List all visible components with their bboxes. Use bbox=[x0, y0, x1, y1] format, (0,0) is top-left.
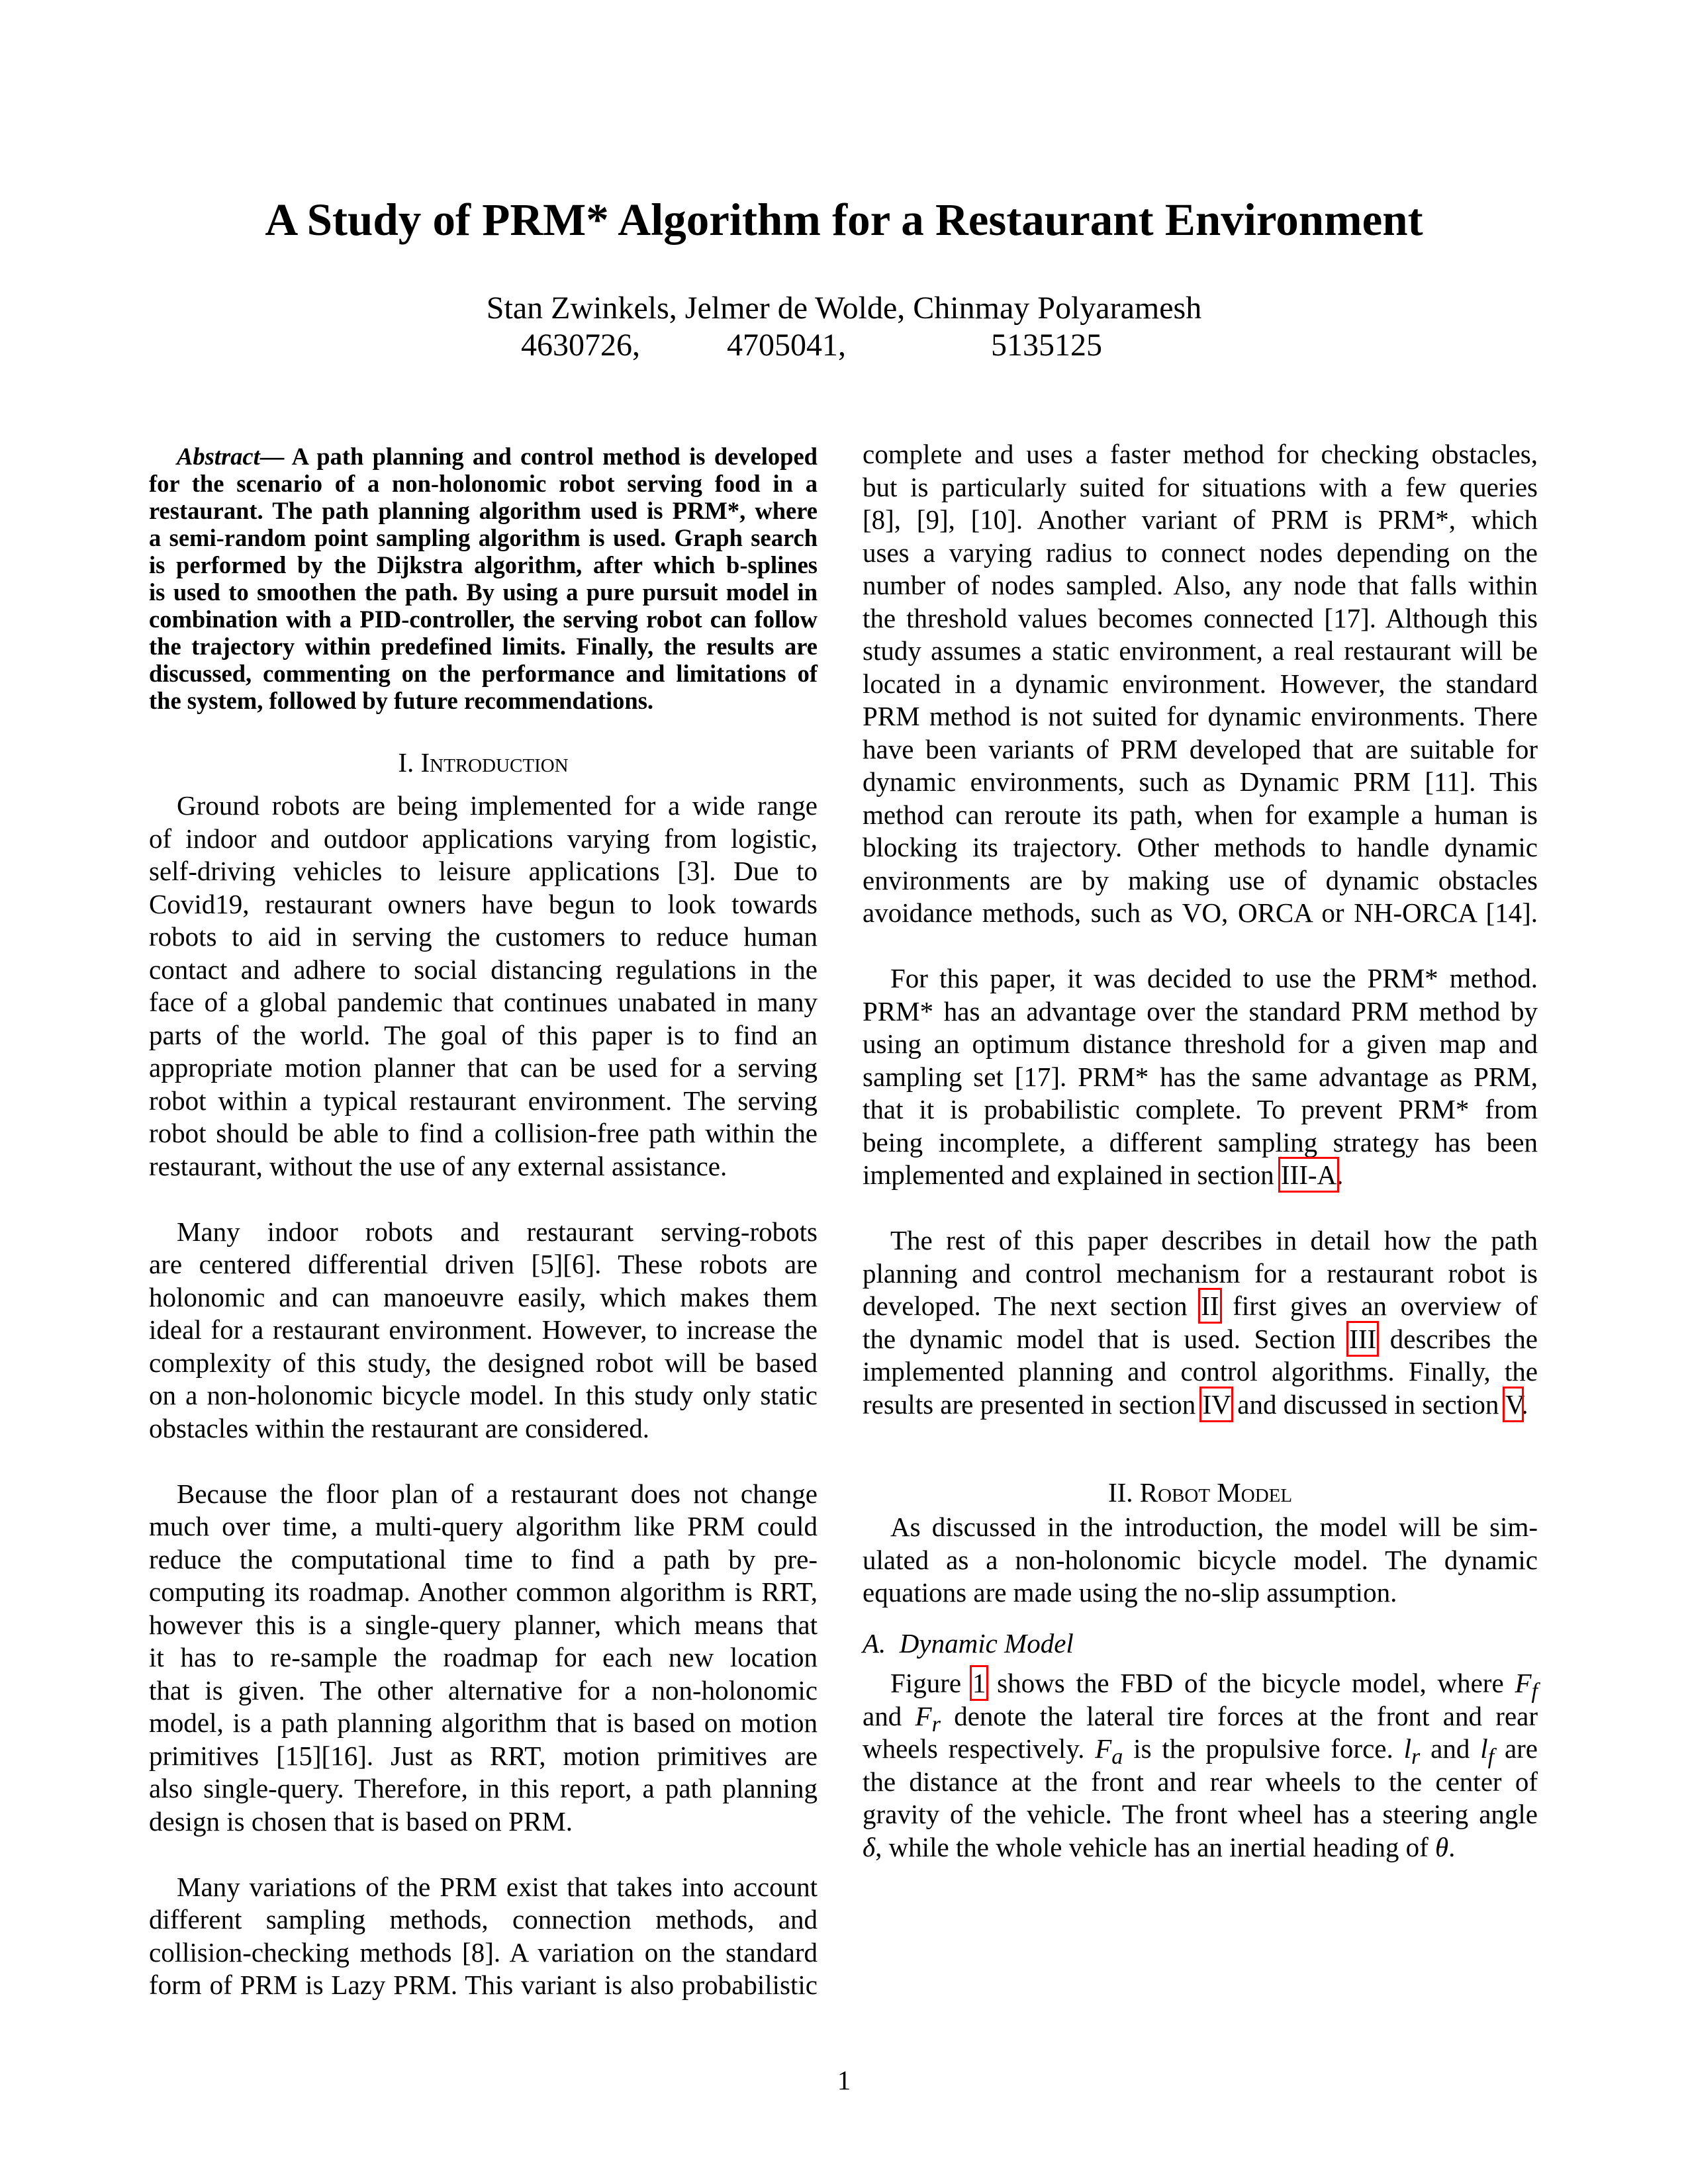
abstract-line: a semi-random point sampling algorithm is used. Graph search bbox=[149, 524, 818, 551]
paper-title: A Study of PRM* Algorithm for a Restaurant Environment bbox=[265, 195, 1423, 245]
student-id: 4630726, bbox=[521, 328, 640, 363]
abstract-line: the system, followed by future recommendations. bbox=[149, 687, 654, 714]
section-link-II[interactable]: II bbox=[1201, 1291, 1219, 1321]
abstract-line: is performed by the Dijkstra algorithm, after which b-splines bbox=[149, 551, 818, 578]
abstract-line: the trajectory within predefined limits. Finally, the results are bbox=[149, 633, 818, 660]
student-id: 4705041, bbox=[727, 328, 846, 363]
subsection-heading-dynamic-model: A. Dynamic Model bbox=[863, 1628, 1074, 1659]
abstract-line: is used to smoothen the path. By using a pure pursuit model in bbox=[149, 578, 818, 606]
section-link-IV[interactable]: IV bbox=[1202, 1389, 1231, 1420]
figure-link-1[interactable]: 1 bbox=[972, 1668, 986, 1698]
abstract-line: Abstract— A path planning and control method is developed bbox=[177, 443, 818, 470]
paper-page: A Study of PRM* Algorithm for a Restaurant Environment Stan Zwinkels, Jelmer de Wolde, Chinmay Polyaramesh 4630726, 4705041, 5135125 Abstract— A path planning and control method is developed for the scenario of a non-holonomic robot serving food in a restaurant. The path planning algorithm used is PRM*, where a semi-random point sampling algorithm is used. Graph search is performed by the Dijkstra algorithm, after which b-splines is used to smoothen the path. By using a pure pursuit model in combination with a PID-controller, the serving robot can follow the trajectory within predefined limits. Finally, the results are discussed, commenting on the performance and limitations of the system, followed by future recommendations. I. Introduction Ground robots are being implemented for a wide range of indoor and outdoor applications varying from logistic, self-driving vehicles to leisure applications [3]. Due to Covid19, restaurant owners have begun to look towards robots to aid in serving the customers to reduce human contact and adhere to social distancing regulations in the face of a global pandemic that continues unabated in many parts of the world. The goal of this paper is to find an appropriate motion planner that can be used for a serving robot within a typical restaurant environment. The serving robot should be able to find a collision-free path within the restaurant, without the use of any external assistance. Many indoor robots and restaurant serving-robots are centered differential driven [5][6]. These robots are holonomic and can manoeuvre easily, which makes them ideal for a restaurant environment. However, to increase the complexity of this study, the designed robot will be based on a non-holonomic bicycle model. In this study only static obstacles within the restaurant are considered. Because the floor plan of a restaurant does not change much over time, a multi-query algorithm like PRM could reduce the computational time to find a path by pre- computing its roadmap. Another common algorithm is RRT, however this is a single-query planner, which means that it has to re-sample the roadmap for each new location that is given. The other alternative for a non-holonomic model, is a path planning algorithm that is based on motion primitives [15][16]. Just as RRT, motion primitives are also single-query. Therefore, in this report, a path planning design is chosen that is based on PRM. Many variations of the PRM exist that takes into account different sampling methods, connection methods, and collision-checking methods [8]. A variation on the standard form of PRM is Lazy PRM. This variant is also probabilistic complete and uses a faster method for checking obstacles, but is particularly suited for situations with a few queries [8], [9], [10]. Another variant of PRM is PRM*, which uses a varying radius to connect nodes depending on the number of nodes sampled. Also, any node that falls within the threshold values becomes connected [17]. Although this study assumes a static environment, a real restaurant will be located in a dynamic environment. However, the standard PRM method is not suited for dynamic environments. There have been variants of PRM developed that are suitable for dynamic environments, such as Dynamic PRM [11]. This method can reroute its path, when for example a human is blocking its trajectory. Other methods to handle dynamic environments are by making use of dynamic obstacles avoidance methods, such as VO, ORCA or NH-ORCA [14]. For this paper, it was decided to use the PRM* method. PRM* has an advantage over the standard PRM method by using an optimum distance threshold for a given map and sampling set [17]. PRM* has the same advantage as PRM, that it is probabilistic complete. To prevent PRM* from being incomplete, a different sampling strategy has been implemented and explained in section III-A. The rest of this paper describes in detail how the path planning and control mechanism for a restaurant robot is developed. The next section II first gives an overview of the dynamic model that is used. Section III describes the implemented planning and control algorithms. Finally, the results are presented in section IV and discussed in section V. II. Robot Model As discussed in the introduction, the model will be sim- ulated as a non-holonomic bicycle model. The dynamic equations are made using the no-slip assumption. A. Dynamic Model Figure 1 shows the FBD of the bicycle model, where $F_f$ and $F_r$ denote the lateral tire forces at the front and rear wheels respectively. $F_a$ is the propulsive force. $l_r$ and $l_f$ are the distance at the front and rear wheels to the center of gravity of the vehicle. The front wheel has a steering angle δ, while the whole vehicle has an inertial heading of θ. 1 bbox=[0, 0, 1688, 2184]
abstract-line: discussed, commenting on the performance and limitations of bbox=[149, 660, 818, 687]
author-list: Stan Zwinkels, Jelmer de Wolde, Chinmay Polyaramesh bbox=[486, 291, 1202, 326]
abstract-line: restaurant. The path planning algorithm used is PRM*, where bbox=[149, 497, 818, 524]
section-link-III[interactable]: III bbox=[1349, 1324, 1377, 1354]
abstract-label: Abstract bbox=[177, 443, 260, 470]
abstract-line: combination with a PID-controller, the serving robot can follow bbox=[149, 606, 818, 633]
section-heading-robot-model: II. Robot Model bbox=[1107, 1477, 1293, 1508]
abstract-line: for the scenario of a non-holonomic robot serving food in a bbox=[149, 470, 818, 497]
section-link-III-A[interactable]: III-A bbox=[1280, 1160, 1337, 1190]
student-id: 5135125 bbox=[991, 328, 1102, 363]
page-number: 1 bbox=[837, 2065, 851, 2095]
section-heading-introduction: I. Introduction bbox=[398, 747, 569, 778]
section-link-V[interactable]: V bbox=[1505, 1389, 1522, 1420]
